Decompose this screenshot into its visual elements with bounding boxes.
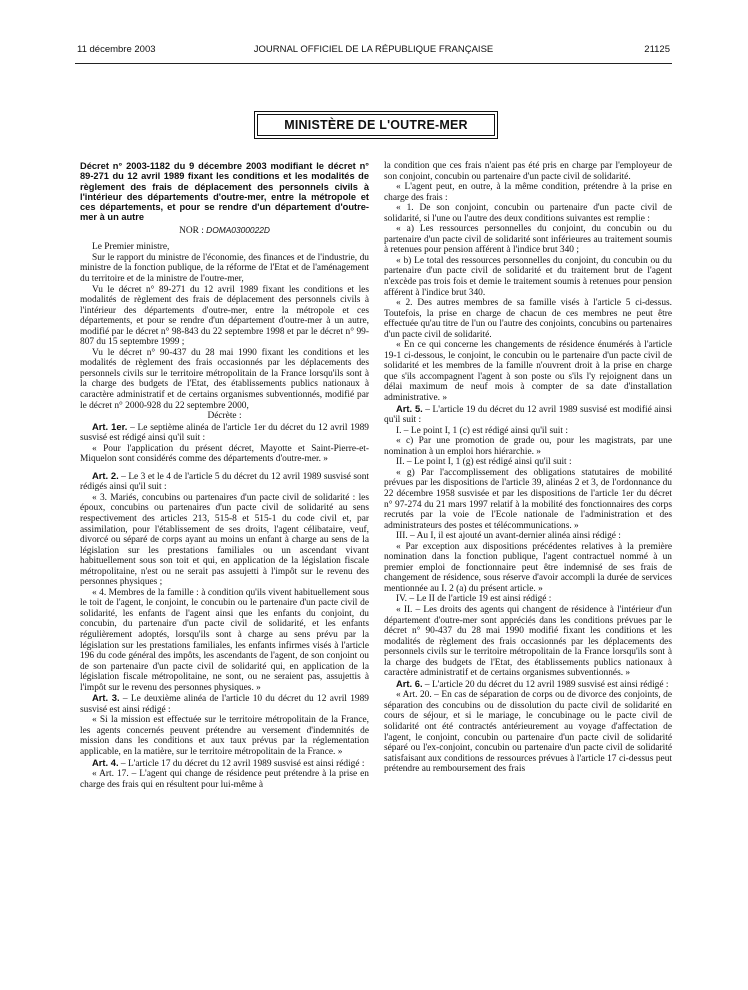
nor-label: NOR : — [179, 225, 204, 236]
column-right — [384, 161, 672, 775]
paragraph: « g) Par l'accomplissement des obligations statutaires de mobilité prévues par les dispositions de l'article 39, alinéas 2 et 3, de l'ordonnance du 22 décembre 1958 susvisée et par les dispositions de l'article 1er du décret n° 97-274 du 21 mars 1997 relatif à la mobilité des fonctionnaires des corps recrutés par la voie de l'Ecole nationale de l'administration et des administrateurs des postes et télécommunications. » — [384, 467, 672, 531]
article-paragraph — [384, 679, 672, 691]
article-label: Art. 6. — [396, 677, 423, 689]
decrete-line: Décrète : — [207, 411, 242, 422]
ministry-title: MINISTÈRE DE L'OUTRE-MER — [257, 114, 495, 136]
paragraph: Vu le décret n° 90-437 du 28 mai 1990 fixant les conditions et les modalités de règlement des frais occasionnés par les déplacements des personnels civils sur le territoire métropolitain de la France lorsqu'ils sont à la charge des budgets de l'Etat, des établissements publics nationaux à caractère administratif et de certains organismes subventionnés, modifié par le décret n° 2000-928 du 22 septembre 2000, — [80, 347, 369, 411]
paragraph: Vu le décret n° 89-271 du 12 avril 1989 fixant les conditions et les modalités de règlement des frais de déplacement des personnels civils à l'intérieur des départements d'outre-mer, entre la métropole et ces départements, et pour se rendre d'un département d'outre-mer à un autre, modifié par le décret n° 98-843 du 22 septembre 1998 et par le décret n° 99-807 du 15 septembre 1999 ; — [80, 284, 369, 348]
article-label: Art. 2. — [92, 469, 119, 481]
article-paragraph — [384, 404, 672, 426]
article-label: Art. 5. — [396, 402, 423, 414]
article-text: – L'article 20 du décret du 12 avril 1989 susvisé est ainsi rédigé : — [422, 679, 669, 690]
paragraph: I. – Le point I, 1 (c) est rédigé ainsi qu'il suit : — [396, 425, 568, 436]
paragraph: « En ce qui concerne les changements de résidence énumérés à l'article 19-1 ci-dessous, le conjoint, le concubin ou le partenaire d'un pacte civil de solidarité et les membres de la famille n'ouvrent droit à la prise en charge que s'ils accompagnent l'agent à son poste ou s'ils l'y rejoignent dans un délai maximum de neuf mois à compter de sa date d'installation administrative. » — [384, 340, 672, 404]
article-paragraph — [80, 758, 369, 770]
article-text: – Le 3 et le 4 de l'article 5 du décret du 12 avril 1989 susvisé sont rédigés ainsi qu'il suit : — [80, 471, 369, 493]
article-label: Art. 1er. — [92, 420, 128, 432]
paragraph: « L'agent peut, en outre, à la même condition, prétendre à la prise en charge des frais : — [384, 182, 672, 203]
paragraph: « c) Par une promotion de grade ou, pour les magistrats, par une nomination à un emploi hors hiérarchie. » — [384, 436, 672, 457]
article-paragraph — [80, 422, 369, 444]
article-text: – Le septième alinéa de l'article 1er du décret du 12 avril 1989 susvisé est rédigé ainsi qu'il suit : — [80, 422, 369, 444]
paragraph: « 3. Mariés, concubins ou partenaires d'un pacte civil de solidarité : les époux, concubins ou partenaires d'un pacte civil de solidarité au sens respectivement des articles 213, 515-8 et 515-1 du code civil et, par assimilation, pour l'établissement de ses droits, l'agent célibataire, veuf, divorcé ou séparé de corps ayant au moins un enfant à charge au sens de la législation sur les prestations familiales ou un ascendant vivant habituellement sous son toit et qui, en application de la législation fiscale métropolitaine, n'est ou ne serait pas assujetti à l'impôt sur le revenu des personnes physiques ; — [80, 492, 369, 588]
paragraph: « 4. Membres de la famille : à condition qu'ils vivent habituellement sous le toit de l'agent, le conjoint, le concubin ou le partenaire d'un pacte civil de solidarité, les enfants de l'agent ainsi que les enfants du conjoint, du concubin, du partenaire d'un pacte civil de solidarité, et les enfants régulièrement adoptés, lorsqu'ils sont à charge au sens prévu par la législation sur les prestations familiales, les enfants infirmes visés à l'article 196 du code général des impôts, les ascendants de l'agent, de son conjoint ou de son partenaire d'un pacte civil de solidarité qui, en application de la législation fiscale métropolitaine, ne sont, ou ne seraient pas, assujettis à l'impôt sur le revenu des personnes physiques. » — [80, 587, 369, 693]
page-header — [75, 44, 672, 60]
paragraph: « 2. Des autres membres de sa famille visés à l'article 5 ci-dessus. Toutefois, la prise en charge de chacun de ces membres ne peut être effectuée qu'au titre de l'un ou l'autre des conjoints, concubins ou partenaires d'un pacte civil de solidarité. — [384, 298, 672, 340]
header-page-number: 21125 — [644, 44, 670, 55]
paragraph: « b) Le total des ressources personnelles du conjoint, du concubin ou du partenaire d'un pacte civil de solidarité et du traitement brut de l'agent n'excède pas trois fois et demie le traitement soumis à retenues pour pension afférent à l'indice brut 340. — [384, 255, 672, 298]
article-paragraph — [80, 471, 369, 493]
paragraph: « Pour l'application du présent décret, Mayotte et Saint-Pierre-et-Miquelon sont considérés comme des départements d'outre-mer. » — [80, 443, 369, 465]
paragraph: IV. – Le II de l'article 19 est ainsi rédigé : — [396, 594, 552, 605]
paragraph: « Par exception aux dispositions précédentes relatives à la première nomination dans la fonction publique, l'agent contractuel nommé à un premier emploi de fonctionnaire peut être indemnisé de ses frais de changement de résidence, sous réserve d'avoir accompli la durée de services mentionnée au I. 2 (a) du présent article. » — [384, 541, 672, 594]
paragraph: « Art. 20. – En cas de séparation de corps ou de divorce des conjoints, de séparation des concubins ou de dissolution du pacte civil de solidarité en cours de séjour, et si le mariage, le concubinage ou le pacte civil de solidarité ont été contractés antérieurement au voyage d'affectation de l'agent, le conjoint, concubin ou partenaire d'un pacte civil de solidarité séparé ou l'ex-conjoint, concubin ou partenaire d'un pacte civil de solidarité satisfaisant aux conditions de ressources prévues à l'article 17 ci-dessus peut prétendre au remboursement des frais — [384, 690, 672, 775]
paragraph: III. – Au I, il est ajouté un avant-dernier alinéa ainsi rédigé : — [396, 531, 621, 542]
header-date: 11 décembre 2003 — [77, 44, 156, 55]
paragraph: « 1. De son conjoint, concubin ou partenaire d'un pacte civil de solidarité, si l'une ou l'autre des deux conditions suivantes est remplie : — [384, 203, 672, 224]
column-left — [80, 161, 369, 790]
paragraph: « a) Les ressources personnelles du conjoint, du concubin ou du partenaire d'un pacte civil de solidarité sont inférieures au traitement soumis à retenues pour pension afférent à l'indice brut 340 ; — [384, 224, 672, 256]
article-text: – L'article 17 du décret du 12 avril 1989 susvisé est ainsi rédigé : — [118, 758, 365, 769]
paragraph: « II. – Les droits des agents qui changent de résidence à l'intérieur d'un département d'outre-mer sont appréciés dans les conditions prévues par le décret n° 90-437 du 28 mai 1990 modifié fixant les conditions et les modalités de règlement des frais occasionnés par les déplacements des personnels civils sur le territoire métropolitain de la France lorsqu'ils sont à la charge des budgets de l'Etat, des établissements publics nationaux à caractère administratif et de certains organismes subventionnés. » — [384, 604, 672, 679]
article-text: – Le deuxième alinéa de l'article 10 du décret du 12 avril 1989 susvisé est ainsi rédigé : — [80, 694, 369, 715]
header-journal-title: JOURNAL OFFICIEL DE LA RÉPUBLIQUE FRANÇAISE — [253, 44, 494, 55]
paragraph: II. – Le point I, 1 (g) est rédigé ainsi qu'il suit : — [396, 457, 572, 468]
header-rule — [75, 63, 672, 64]
paragraph: « Art. 17. – L'agent qui change de résidence peut prétendre à la prise en charge des frais qui en résultent pour lui-même à — [80, 769, 369, 790]
nor-value: DOMA0300022D — [206, 224, 270, 235]
ministry-box — [254, 111, 498, 139]
article-paragraph — [80, 693, 369, 715]
article-label: Art. 3. — [92, 692, 120, 704]
article-text: – L'article 19 du décret du 12 avril 1989 susvisé est modifié ainsi qu'il suit : — [384, 404, 672, 426]
paragraph: « Si la mission est effectuée sur le territoire métropolitain de la France, les agents concernés peuvent prétendre au versement d'indemnités de mission dans les conditions et aux taux prévus par la réglementation applicable, en la matière, sur le territoire métropolitain de la France. » — [80, 715, 369, 758]
article-label: Art. 4. — [92, 756, 119, 768]
paragraph: Sur le rapport du ministre de l'économie, des finances et de l'industrie, du ministre de la fonction publique, de la réforme de l'Etat et de l'aménagement du territoire et de la ministre de l'outre-mer, — [80, 252, 369, 284]
paragraph: la condition que ces frais n'aient pas été pris en charge par l'employeur de son conjoint, concubin ou partenaire d'un pacte civil de solidarité. — [384, 161, 672, 182]
paragraph: Le Premier ministre, — [92, 242, 170, 253]
decree-title: Décret n° 2003-1182 du 9 décembre 2003 modifiant le décret n° 89-271 du 12 avril 1989 fixant les conditions et les modalités de règlement des frais de déplacement des personnels civils à l'intérieur des départements d'outre-mer, entre la métropole et ces départements, et pour se rendre d'un département d'outre-mer à un autre — [80, 161, 369, 223]
nor-line — [80, 225, 369, 237]
